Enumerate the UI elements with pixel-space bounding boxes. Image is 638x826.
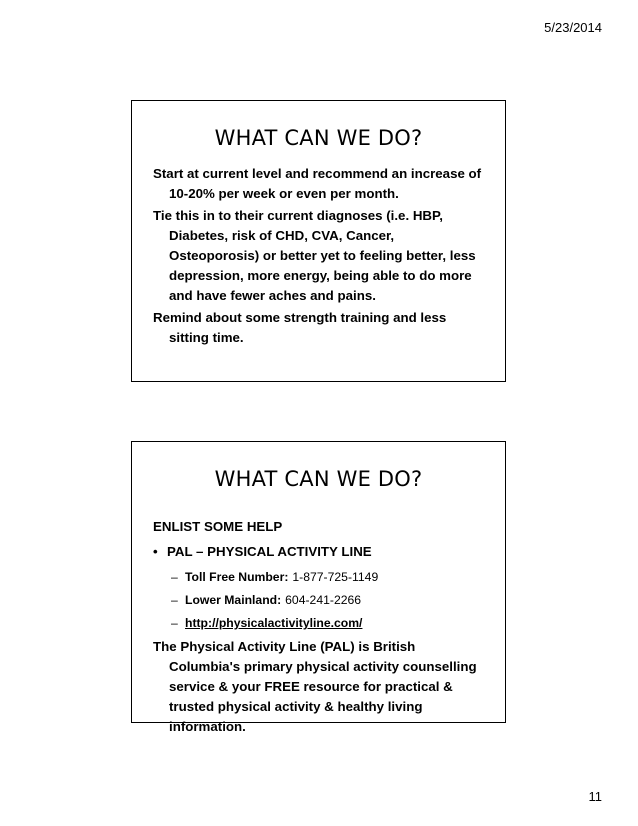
slide-title: WHAT CAN WE DO? [214, 126, 423, 150]
sub-item-label: Toll Free Number: [185, 570, 289, 584]
bullet-item [153, 542, 487, 562]
paragraph: Tie this in to their current diagnoses (i.e. HBP, Diabetes, risk of CHD, CVA, Cancer, Osteoporosis) or better yet to feeling better, less depression, more energy, being able to do more and have fewer aches and pains. [153, 208, 476, 303]
sub-item-lower-mainland [153, 590, 487, 610]
paragraph: The Physical Activity Line (PAL) is British Columbia's primary physical activity counselling service & your FREE resource for practical & trusted physical activity & healthy living information. [153, 639, 477, 734]
page-date: 5/23/2014 [544, 20, 602, 35]
dash-icon: – [171, 570, 178, 584]
slide-body [132, 517, 505, 737]
section-heading: ENLIST SOME HELP [153, 519, 283, 534]
sub-item-value: 1-877-725-1149 [292, 570, 379, 584]
slide-thumbnail-2 [131, 441, 506, 734]
slide-title: WHAT CAN WE DO? [214, 467, 423, 491]
dash-icon: – [171, 593, 178, 607]
bullet-icon: • [153, 544, 158, 559]
sub-item-toll-free [153, 567, 487, 587]
page-number: 11 [588, 789, 602, 804]
sub-item-label: Lower Mainland: [185, 593, 282, 607]
slide-thumbnail-1 [131, 100, 506, 382]
paragraph: Start at current level and recommend an increase of 10-20% per week or even per month. [153, 166, 482, 201]
website-link[interactable]: http://physicalactivityline.com/ [185, 616, 363, 630]
dash-icon: – [171, 616, 178, 630]
sub-item-link [153, 613, 487, 633]
bullet-text: PAL – PHYSICAL ACTIVITY LINE [167, 544, 372, 559]
sub-item-value: 604-241-2266 [285, 593, 362, 607]
paragraph: Remind about some strength training and less sitting time. [153, 310, 447, 345]
slide-body [132, 164, 505, 348]
